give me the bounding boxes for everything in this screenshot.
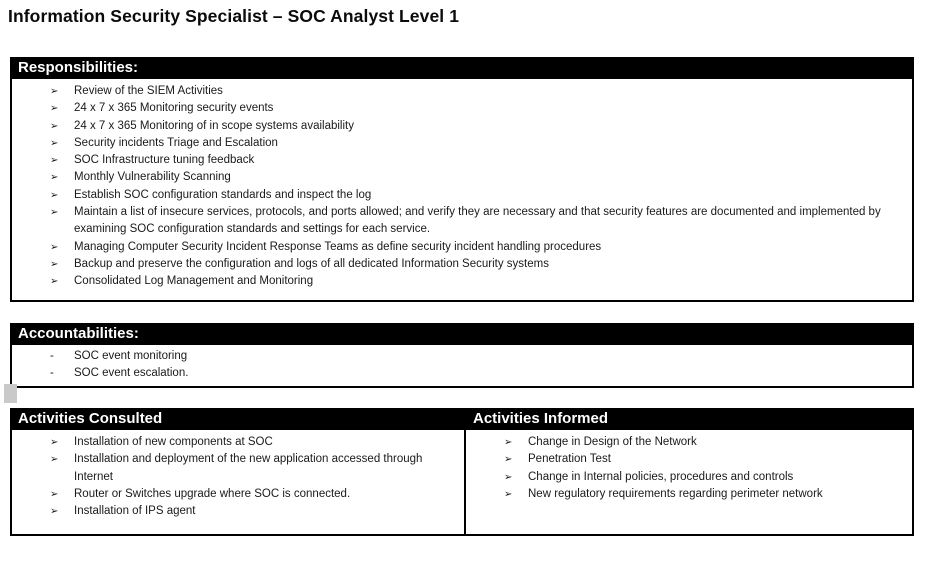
list-item-text: Maintain a list of insecure services, protocols, and ports allowed; and verify they are necessary and that security features are documented and implemented by examining SOC configuration standards and settings for each service. [74,206,881,236]
page-title: Information Security Specialist – SOC Analyst Level 1 [8,6,460,26]
arrow-bullet-icon: ➢ [50,137,59,149]
list-item [12,100,902,117]
list-item-text: SOC Infrastructure tuning feedback [74,154,255,167]
dash-bullet-icon: - [50,350,54,362]
list-item-text: SOC event escalation. [74,367,189,380]
list-item [466,486,906,503]
list-item [466,434,906,451]
activities-informed-list [466,434,906,503]
arrow-bullet-icon: ➢ [504,454,513,466]
list-item [12,451,458,486]
arrow-bullet-icon: ➢ [50,155,59,167]
list-item-text: Installation of new components at SOC [74,436,273,448]
list-item-text: Router or Switches upgrade where SOC is connected. [74,487,351,500]
arrow-bullet-icon: ➢ [50,120,59,132]
arrow-bullet-icon: ➢ [50,172,59,184]
activities-consulted-header: Activities Consulted [10,408,465,430]
list-item-text: Change in Design of the Network [528,436,697,448]
list-item [466,469,906,486]
list-item [12,169,902,186]
activities-body-row [10,430,914,536]
list-item-text: 24 x 7 x 365 Monitoring of in scope systems availability [74,119,354,132]
list-item [12,348,902,365]
arrow-bullet-icon: ➢ [50,454,59,466]
list-item-text: Establish SOC configuration standards and inspect the log [74,188,372,201]
dash-bullet-icon: - [50,367,54,380]
responsibilities-section [10,57,914,302]
responsibilities-body [10,79,914,302]
activities-consulted-cell [10,430,465,536]
arrow-bullet-icon: ➢ [50,437,59,448]
list-item [12,256,902,273]
list-item-text: Backup and preserve the configuration and logs of all dedicated Information Security systems [74,257,549,270]
arrow-bullet-icon: ➢ [504,488,513,500]
list-item [12,204,902,239]
arrow-bullet-icon: ➢ [50,86,59,97]
list-item-text: Consolidated Log Management and Monitoring [74,275,314,288]
list-item-text: Installation and deployment of the new application accessed through Internet [74,453,423,483]
arrow-bullet-icon: ➢ [50,103,59,115]
list-item-text: Penetration Test [528,453,611,466]
list-item [12,434,458,451]
list-item [12,135,902,152]
arrow-bullet-icon: ➢ [504,471,513,483]
list-item [12,187,902,204]
list-item [12,83,902,100]
activities-informed-cell [465,430,914,536]
arrow-bullet-icon: ➢ [50,258,59,270]
list-item-text: Managing Computer Security Incident Response Teams as define security incident handling procedures [74,240,602,253]
list-item-text: 24 x 7 x 365 Monitoring security events [74,102,274,115]
activities-informed-header: Activities Informed [465,408,914,430]
arrow-bullet-icon: ➢ [50,506,59,518]
arrow-bullet-icon: ➢ [50,488,59,500]
accountabilities-list [12,348,902,383]
arrow-bullet-icon: ➢ [504,437,513,448]
list-item-text: SOC event monitoring [74,350,188,362]
list-item [12,118,902,135]
accountabilities-section [10,323,914,388]
list-item-text: New regulatory requirements regarding perimeter network [528,487,823,500]
activities-header-row [10,408,914,430]
list-item-text: Security incidents Triage and Escalation [74,136,278,149]
list-item [12,273,902,290]
list-item [12,365,902,382]
arrow-bullet-icon: ➢ [50,241,59,253]
activities-consulted-list [12,434,458,520]
responsibilities-header: Responsibilities: [10,57,914,79]
arrow-bullet-icon: ➢ [50,189,59,201]
arrow-bullet-icon: ➢ [50,207,59,219]
accountabilities-header: Accountabilities: [10,323,914,345]
list-item [466,451,906,468]
list-item-text: Monthly Vulnerability Scanning [74,171,231,184]
list-item [12,486,458,503]
list-item [12,152,902,169]
arrow-bullet-icon: ➢ [50,276,59,288]
list-item [12,239,902,256]
table-resize-handle[interactable] [4,384,17,403]
list-item-text: Change in Internal policies, procedures and controls [528,470,794,483]
list-item-text: Review of the SIEM Activities [74,85,223,97]
activities-table [10,408,914,536]
accountabilities-body [10,345,914,388]
responsibilities-list [12,83,902,291]
list-item-text: Installation of IPS agent [74,505,196,518]
list-item [12,503,458,520]
